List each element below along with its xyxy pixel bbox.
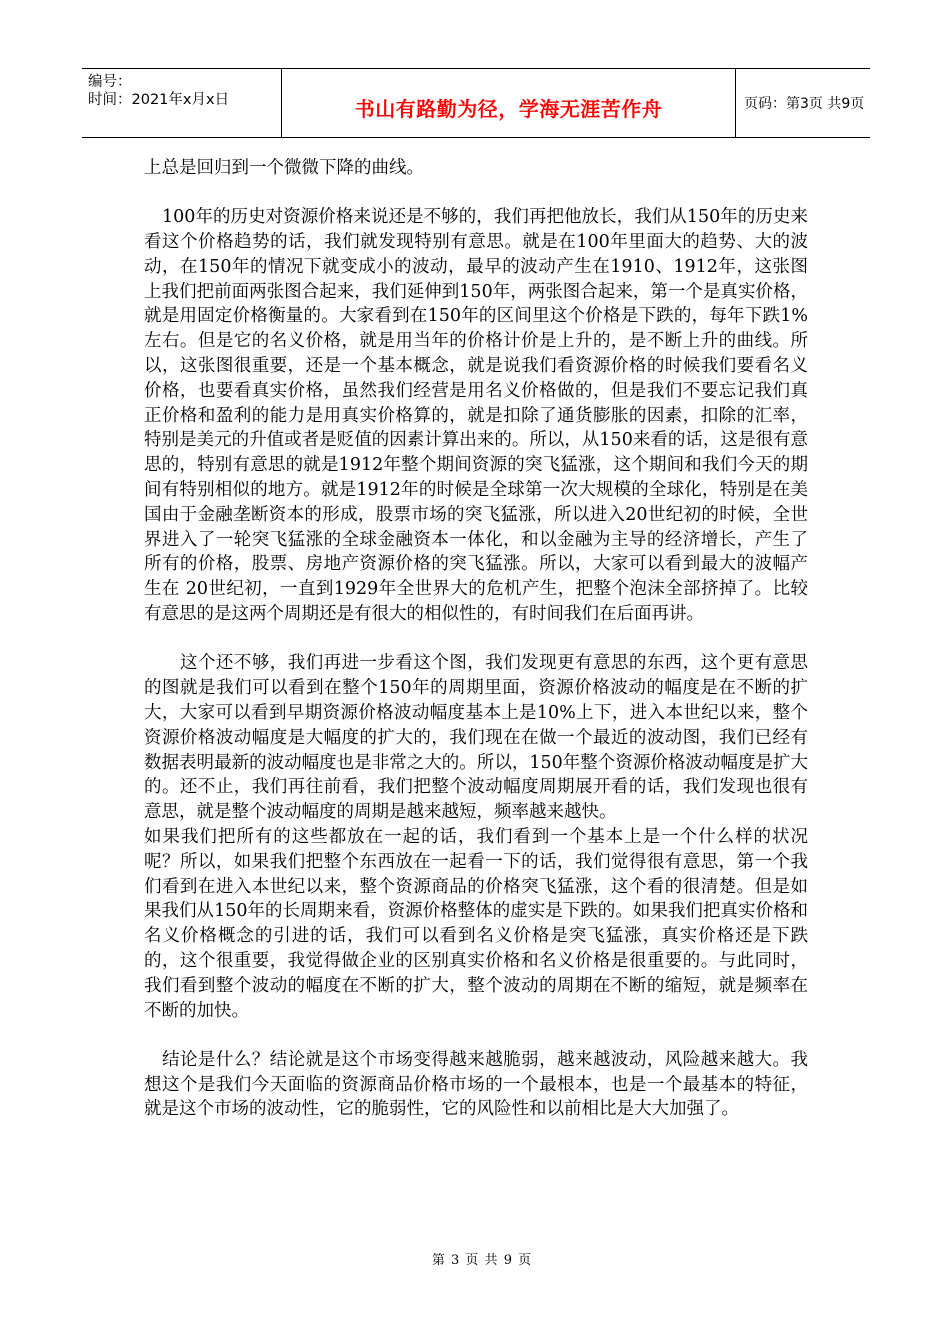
serial-number-label: 编号： [88, 74, 132, 90]
header-page-cell [736, 69, 870, 137]
header-motto-cell [282, 69, 736, 137]
header-meta-cell [82, 69, 282, 137]
paragraph: 100年的历史对资源价格来说还是不够的，我们再把他放长，我们从150年的历史来看这个价格趋势的话，我们就发现特别有意思。就是在100年里面大的趋势、大的波动，在150年的情况下就变成小的波动，最早的波动产生在1910、1912年，这张图上我们把前面两张图合起来，我们延伸到150年，两张图合起来，第一个是真实价格，就是用固定价格衡量的。大家看到在150年的区间里这个价格是下跌的，每年下跌1%左右。但是它的名义价格，就是用当年的价格计价是上升的，是不断上升的曲线。所以，这张图很重要，还是一个基本概念，就是说我们看资源价格的时候我们要看名义价格，也要看真实价格，虽然我们经营是用名义价格做的，但是我们不要忘记我们真正价格和盈利的能力是用真实价格算的，就是扣除了通货膨胀的因素，扣除的汇率，特别是美元的升值或者是贬值的因素计算出来的。所以，从150来看的话，这是很有意思的，特别有意思的就是1912年整个期间资源的突飞猛涨，这个期间和我们今天的期间有特别相似的地方。就是1912年的时候是全球第一次大规模的全球化，特别是在美国由于金融垄断资本的形成，股票市场的突飞猛涨，所以进入20世纪初的时候，全世界进入了一轮突飞猛涨的全球金融资本一体化，和以金融为主导的经济增长，产生了所有的价格，股票、房地产资源价格的突飞猛涨。所以，大家可以看到最大的波幅产生在 20世纪初，一直到1929年全世界大的危机产生，把整个泡沫全部挤掉了。比较有意思的是这两个周期还是有很大的相似性的，有时间我们在后面再讲。 [144, 207, 808, 625]
time-label: 时间：2021年x月x日 [88, 92, 230, 108]
paragraph: 这个还不够，我们再进一步看这个图，我们发现更有意思的东西，这个更有意思的图就是我们可以看到在整个150年的周期里面，资源价格波动的幅度是在不断的扩大，大家可以看到早期资源价格波动幅度基本上是10%上下，进入本世纪以来，整个资源价格波动幅度是大幅度的扩大的，我们现在在做一个最近的波动图，我们已经有数据表明最新的波动幅度也是非常之大的。所以，150年整个资源价格波动幅度是扩大的。还不止，我们再往前看，我们把整个波动幅度周期展开看的话，我们发现也很有意思，就是整个波动幅度的周期是越来越短，频率越来越快。 [144, 653, 808, 823]
header-page-info: 页码：第3页 共9页 [744, 96, 865, 112]
document-body [144, 156, 808, 1122]
paragraph: 结论是什么？结论就是这个市场变得越来越脆弱，越来越波动，风险越来越大。我想这个是我们今天面临的资源商品价格市场的一个最根本，也是一个最基本的特征，就是这个市场的波动性，它的脆弱性，它的风险性和以前相比是大大加强了。 [144, 1049, 808, 1120]
page-header [82, 68, 870, 138]
page-footer [0, 1249, 950, 1268]
footer-page-number: 第 3 页 共 9 页 [431, 1253, 533, 1268]
paragraph: 如果我们把所有的这些都放在一起的话，我们看到一个基本上是一个什么样的状况呢？所以，如果我们把整个东西放在一起看一下的话，我们觉得很有意思，第一个我们看到在进入本世纪以来，整个资源商品的价格突飞猛涨，这个看的很清楚。但是如果我们从150年的长周期来看，资源价格整体的虚实是下跌的。如果我们把真实价格和名义价格概念的引进的话，我们可以看到名义价格是突飞猛涨，真实价格还是下跌的，这个很重要，我觉得做企业的区别真实价格和名义价格是很重要的。与此同时，我们看到整个波动的幅度在不断的扩大，整个波动的周期在不断的缩短，就是频率在不断的加快。 [144, 826, 808, 1021]
paragraph: 上总是回归到一个微微下降的曲线。 [144, 158, 424, 178]
header-motto: 书山有路勤为径，学海无涯苦作舟 [354, 97, 663, 121]
